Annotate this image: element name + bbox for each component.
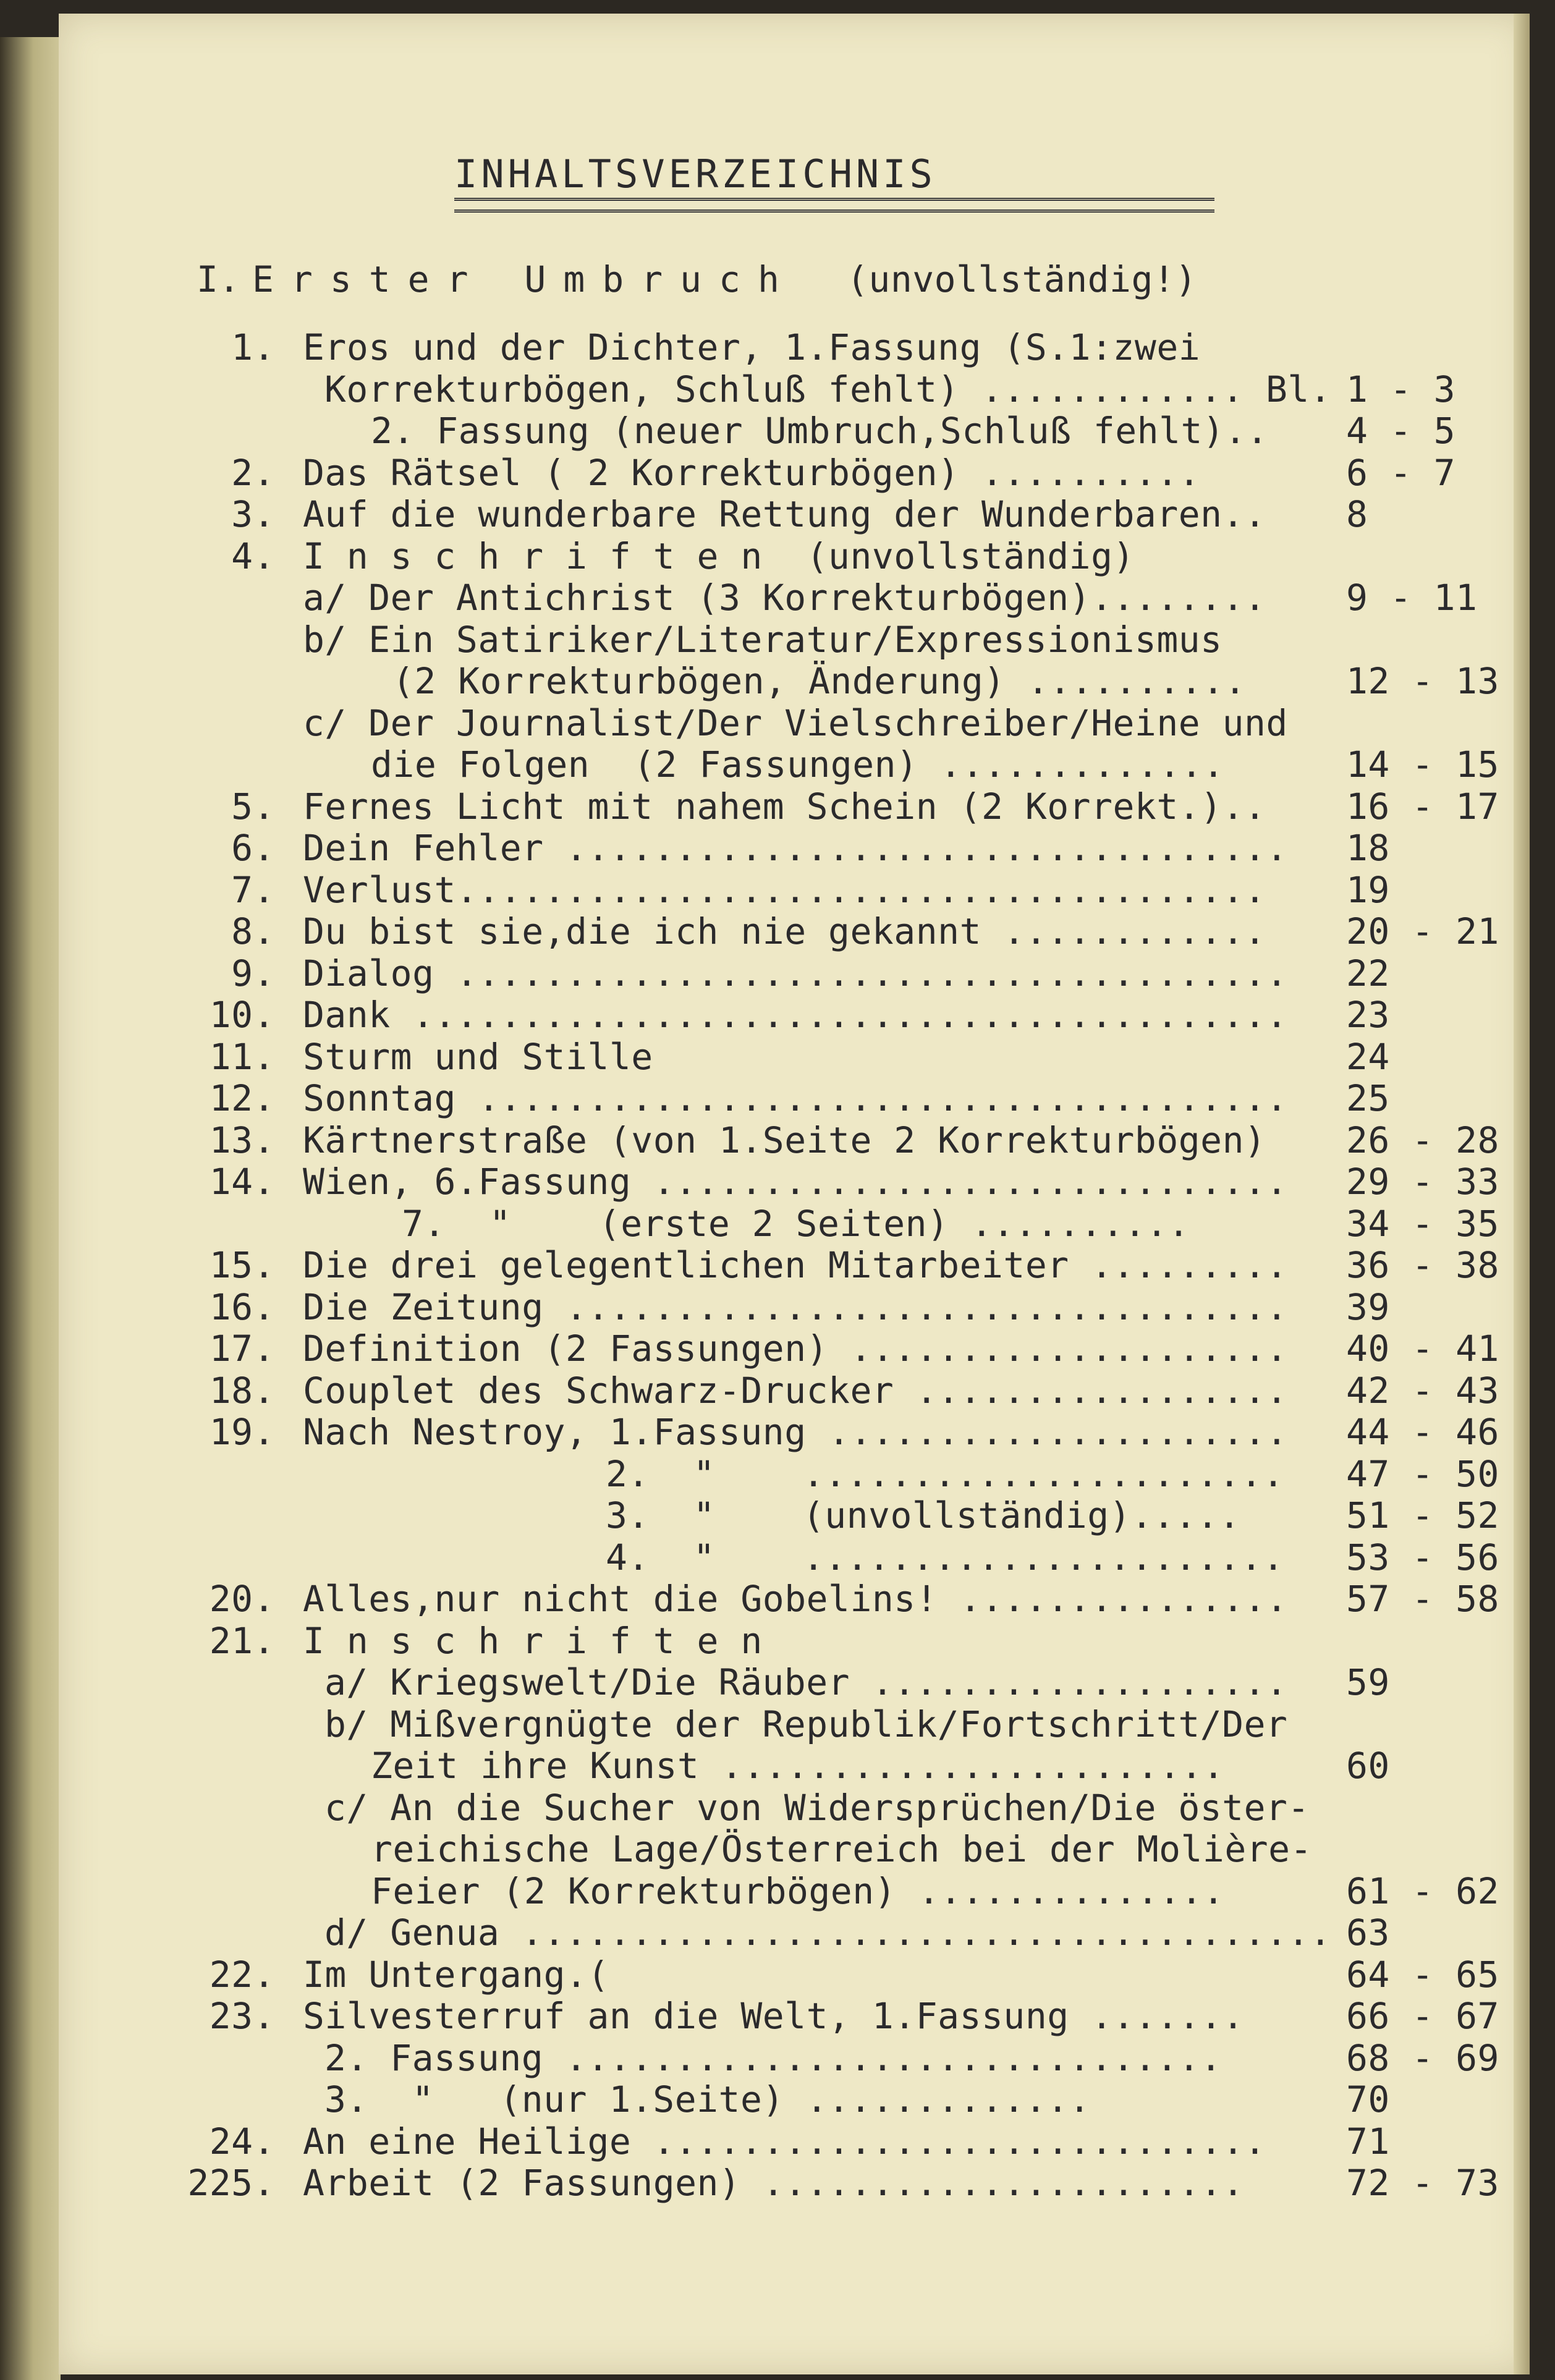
toc-item-pages: 19 xyxy=(1346,869,1390,911)
toc-item-pages: 71 xyxy=(1346,2120,1390,2162)
toc-item-number: 11. xyxy=(209,1036,275,1078)
toc-item-pages: 4 - 5 xyxy=(1346,410,1456,452)
toc-item-pages: 20 - 21 xyxy=(1346,910,1499,952)
toc-item-text: 3. " (nur 1.Seite) ............. xyxy=(324,2078,1091,2120)
toc-item-pages: 12 - 13 xyxy=(1346,660,1499,702)
toc-item-pages: 40 - 41 xyxy=(1346,1328,1499,1370)
toc-item-text: Die Zeitung ................................. xyxy=(303,1286,1288,1328)
toc-item-number: 17. xyxy=(209,1328,275,1370)
section-number: I. xyxy=(197,258,240,300)
toc-item-text: die Folgen (2 Fassungen) ............. xyxy=(371,743,1225,786)
toc-item-text: b/ Mißvergnügte der Republik/Fortschritt/Der xyxy=(324,1703,1288,1745)
toc-item-pages: 29 - 33 xyxy=(1346,1161,1499,1203)
toc-item-number: 15. xyxy=(209,1244,275,1286)
toc-item-text: Feier (2 Korrekturbögen) .............. xyxy=(371,1870,1225,1912)
toc-item-pages: 16 - 17 xyxy=(1346,786,1499,828)
toc-item-text: Dein Fehler ................................. xyxy=(303,827,1288,869)
toc-item-pages: 68 - 69 xyxy=(1346,2037,1499,2079)
toc-item-number: 23. xyxy=(209,1995,275,2037)
toc-item-text: Verlust..................................... xyxy=(303,869,1266,911)
toc-item-pages: 24 xyxy=(1346,1036,1390,1078)
toc-item-number: 5. xyxy=(231,786,275,828)
toc-item-text: Das Rätsel ( 2 Korrekturbögen) .......... xyxy=(303,452,1201,494)
toc-item-text: d/ Genua ..................................... xyxy=(324,1912,1332,1954)
toc-item-text: 4. " ...................... xyxy=(606,1536,1284,1578)
toc-item-text: 2. " ...................... xyxy=(606,1453,1284,1495)
toc-item-text: Sturm und Stille xyxy=(303,1036,653,1078)
toc-item-text: Eros und der Dichter, 1.Fassung (S.1:zwei xyxy=(303,326,1201,368)
page-edge-shadow xyxy=(1514,14,1530,2374)
toc-item-text: 3. " (unvollständig)..... xyxy=(606,1494,1241,1536)
toc-item-pages: 34 - 35 xyxy=(1346,1203,1499,1245)
toc-item-number: 9. xyxy=(231,952,275,994)
toc-item-pages: 53 - 56 xyxy=(1346,1536,1499,1578)
toc-item-number: 225. xyxy=(187,2162,275,2204)
toc-item-number: 22. xyxy=(209,1954,275,1996)
toc-item-text: (2 Korrekturbögen, Änderung) .......... xyxy=(392,660,1247,702)
toc-item-pages: 72 - 73 xyxy=(1346,2162,1499,2204)
toc-item-number: 21. xyxy=(209,1620,275,1662)
toc-item-pages: 66 - 67 xyxy=(1346,1995,1499,2037)
toc-item-text: c/ An die Sucher von Widersprüchen/Die öster- xyxy=(324,1787,1310,1829)
toc-item-text: I n s c h r i f t e n xyxy=(303,1620,763,1662)
toc-item-text: Silvesterruf an die Welt, 1.Fassung ....... xyxy=(303,1995,1245,2037)
toc-item-text: Du bist sie,die ich nie gekannt ............ xyxy=(303,910,1266,952)
toc-item-number: 2. xyxy=(231,452,275,494)
toc-item-text: Kärtnerstraße (von 1.Seite 2 Korrekturbögen) xyxy=(303,1119,1266,1161)
toc-item-number: 7. xyxy=(231,869,275,911)
toc-item-text: a/ Der Antichrist (3 Korrekturbögen)........ xyxy=(303,577,1266,619)
toc-item-pages: 25 xyxy=(1346,1077,1390,1119)
toc-item-pages: 23 xyxy=(1346,994,1390,1036)
toc-item-text: I n s c h r i f t e n (unvollständig) xyxy=(303,535,1135,577)
toc-item-pages: 14 - 15 xyxy=(1346,743,1499,786)
toc-item-number: 14. xyxy=(209,1161,275,1203)
toc-item-pages: 26 - 28 xyxy=(1346,1119,1499,1161)
toc-item-number: 10. xyxy=(209,994,275,1036)
toc-item-text: 2. Fassung (neuer Umbruch,Schluß fehlt).. xyxy=(371,410,1269,452)
toc-item-pages: 60 xyxy=(1346,1745,1390,1787)
toc-item-number: 20. xyxy=(209,1578,275,1620)
previous-page-edge xyxy=(0,37,61,2380)
toc-item-number: 16. xyxy=(209,1286,275,1328)
toc-item-text: Definition (2 Fassungen) .................... xyxy=(303,1328,1288,1370)
toc-item-text: Auf die wunderbare Rettung der Wunderbaren.. xyxy=(303,493,1266,535)
toc-item-text: Die drei gelegentlichen Mitarbeiter ......... xyxy=(303,1244,1288,1286)
toc-item-text: reichische Lage/Österreich bei der Molière- xyxy=(371,1828,1313,1870)
section-note: (unvollständig!) xyxy=(847,258,1197,300)
toc-item-pages: 1 - 3 xyxy=(1346,368,1456,410)
toc-item-pages: 61 - 62 xyxy=(1346,1870,1499,1912)
toc-item-pages: 70 xyxy=(1346,2078,1390,2120)
toc-item-text: Fernes Licht mit nahem Schein (2 Korrekt.).. xyxy=(303,786,1266,828)
toc-item-text: c/ Der Journalist/Der Vielschreiber/Heine und xyxy=(303,702,1288,744)
toc-item-pages: 6 - 7 xyxy=(1346,452,1456,494)
toc-item-number: 19. xyxy=(209,1411,275,1453)
toc-item-text: b/ Ein Satiriker/Literatur/Expressionismus xyxy=(303,619,1222,661)
toc-item-pages: 39 xyxy=(1346,1286,1390,1328)
toc-item-text: Korrekturbögen, Schluß fehlt) ............ Bl. xyxy=(324,368,1332,410)
title-underline xyxy=(454,198,1214,213)
toc-item-pages: 51 - 52 xyxy=(1346,1494,1499,1536)
toc-item-text: An eine Heilige ............................ xyxy=(303,2120,1266,2162)
toc-item-text: Arbeit (2 Fassungen) ...................... xyxy=(303,2162,1245,2204)
toc-item-text: a/ Kriegswelt/Die Räuber ................... xyxy=(324,1661,1288,1703)
toc-item-pages: 9 - 11 xyxy=(1346,577,1478,619)
toc-item-number: 12. xyxy=(209,1077,275,1119)
toc-item-text: Sonntag ..................................... xyxy=(303,1077,1288,1119)
toc-item-text: 7. " (erste 2 Seiten) .......... xyxy=(402,1203,1190,1245)
toc-item-pages: 42 - 43 xyxy=(1346,1370,1499,1412)
toc-item-pages: 59 xyxy=(1346,1661,1390,1703)
toc-item-number: 6. xyxy=(231,827,275,869)
toc-item-pages: 8 xyxy=(1346,493,1368,535)
toc-item-number: 3. xyxy=(231,493,275,535)
toc-item-text: Dank ........................................ xyxy=(303,994,1288,1036)
toc-item-number: 24. xyxy=(209,2120,275,2162)
toc-item-number: 1. xyxy=(231,326,275,368)
toc-item-text: Dialog ...................................... xyxy=(303,952,1288,994)
toc-item-pages: 36 - 38 xyxy=(1346,1244,1499,1286)
toc-item-pages: 63 xyxy=(1346,1912,1390,1954)
toc-item-pages: 64 - 65 xyxy=(1346,1954,1499,1996)
toc-item-pages: 44 - 46 xyxy=(1346,1411,1499,1453)
toc-item-text: Wien, 6.Fassung ............................. xyxy=(303,1161,1288,1203)
toc-item-number: 8. xyxy=(231,910,275,952)
toc-item-pages: 47 - 50 xyxy=(1346,1453,1499,1495)
toc-item-text: Zeit ihre Kunst ....................... xyxy=(371,1745,1225,1787)
toc-item-text: Alles,nur nicht die Gobelins! ............... xyxy=(303,1578,1288,1620)
toc-item-number: 4. xyxy=(231,535,275,577)
toc-item-pages: 18 xyxy=(1346,827,1390,869)
toc-item-text: Im Untergang.( xyxy=(303,1954,609,1996)
toc-item-pages: 22 xyxy=(1346,952,1390,994)
toc-item-text: Nach Nestroy, 1.Fassung ..................... xyxy=(303,1411,1288,1453)
document-title: INHALTSVERZEICHNIS xyxy=(454,151,936,197)
toc-item-number: 18. xyxy=(209,1370,275,1412)
toc-item-text: Couplet des Schwarz-Drucker ................. xyxy=(303,1370,1288,1412)
toc-item-number: 13. xyxy=(209,1119,275,1161)
toc-item-text: 2. Fassung .............................. xyxy=(324,2037,1222,2079)
section-heading: Erster Umbruch xyxy=(252,258,797,300)
toc-item-pages: 57 - 58 xyxy=(1346,1578,1499,1620)
